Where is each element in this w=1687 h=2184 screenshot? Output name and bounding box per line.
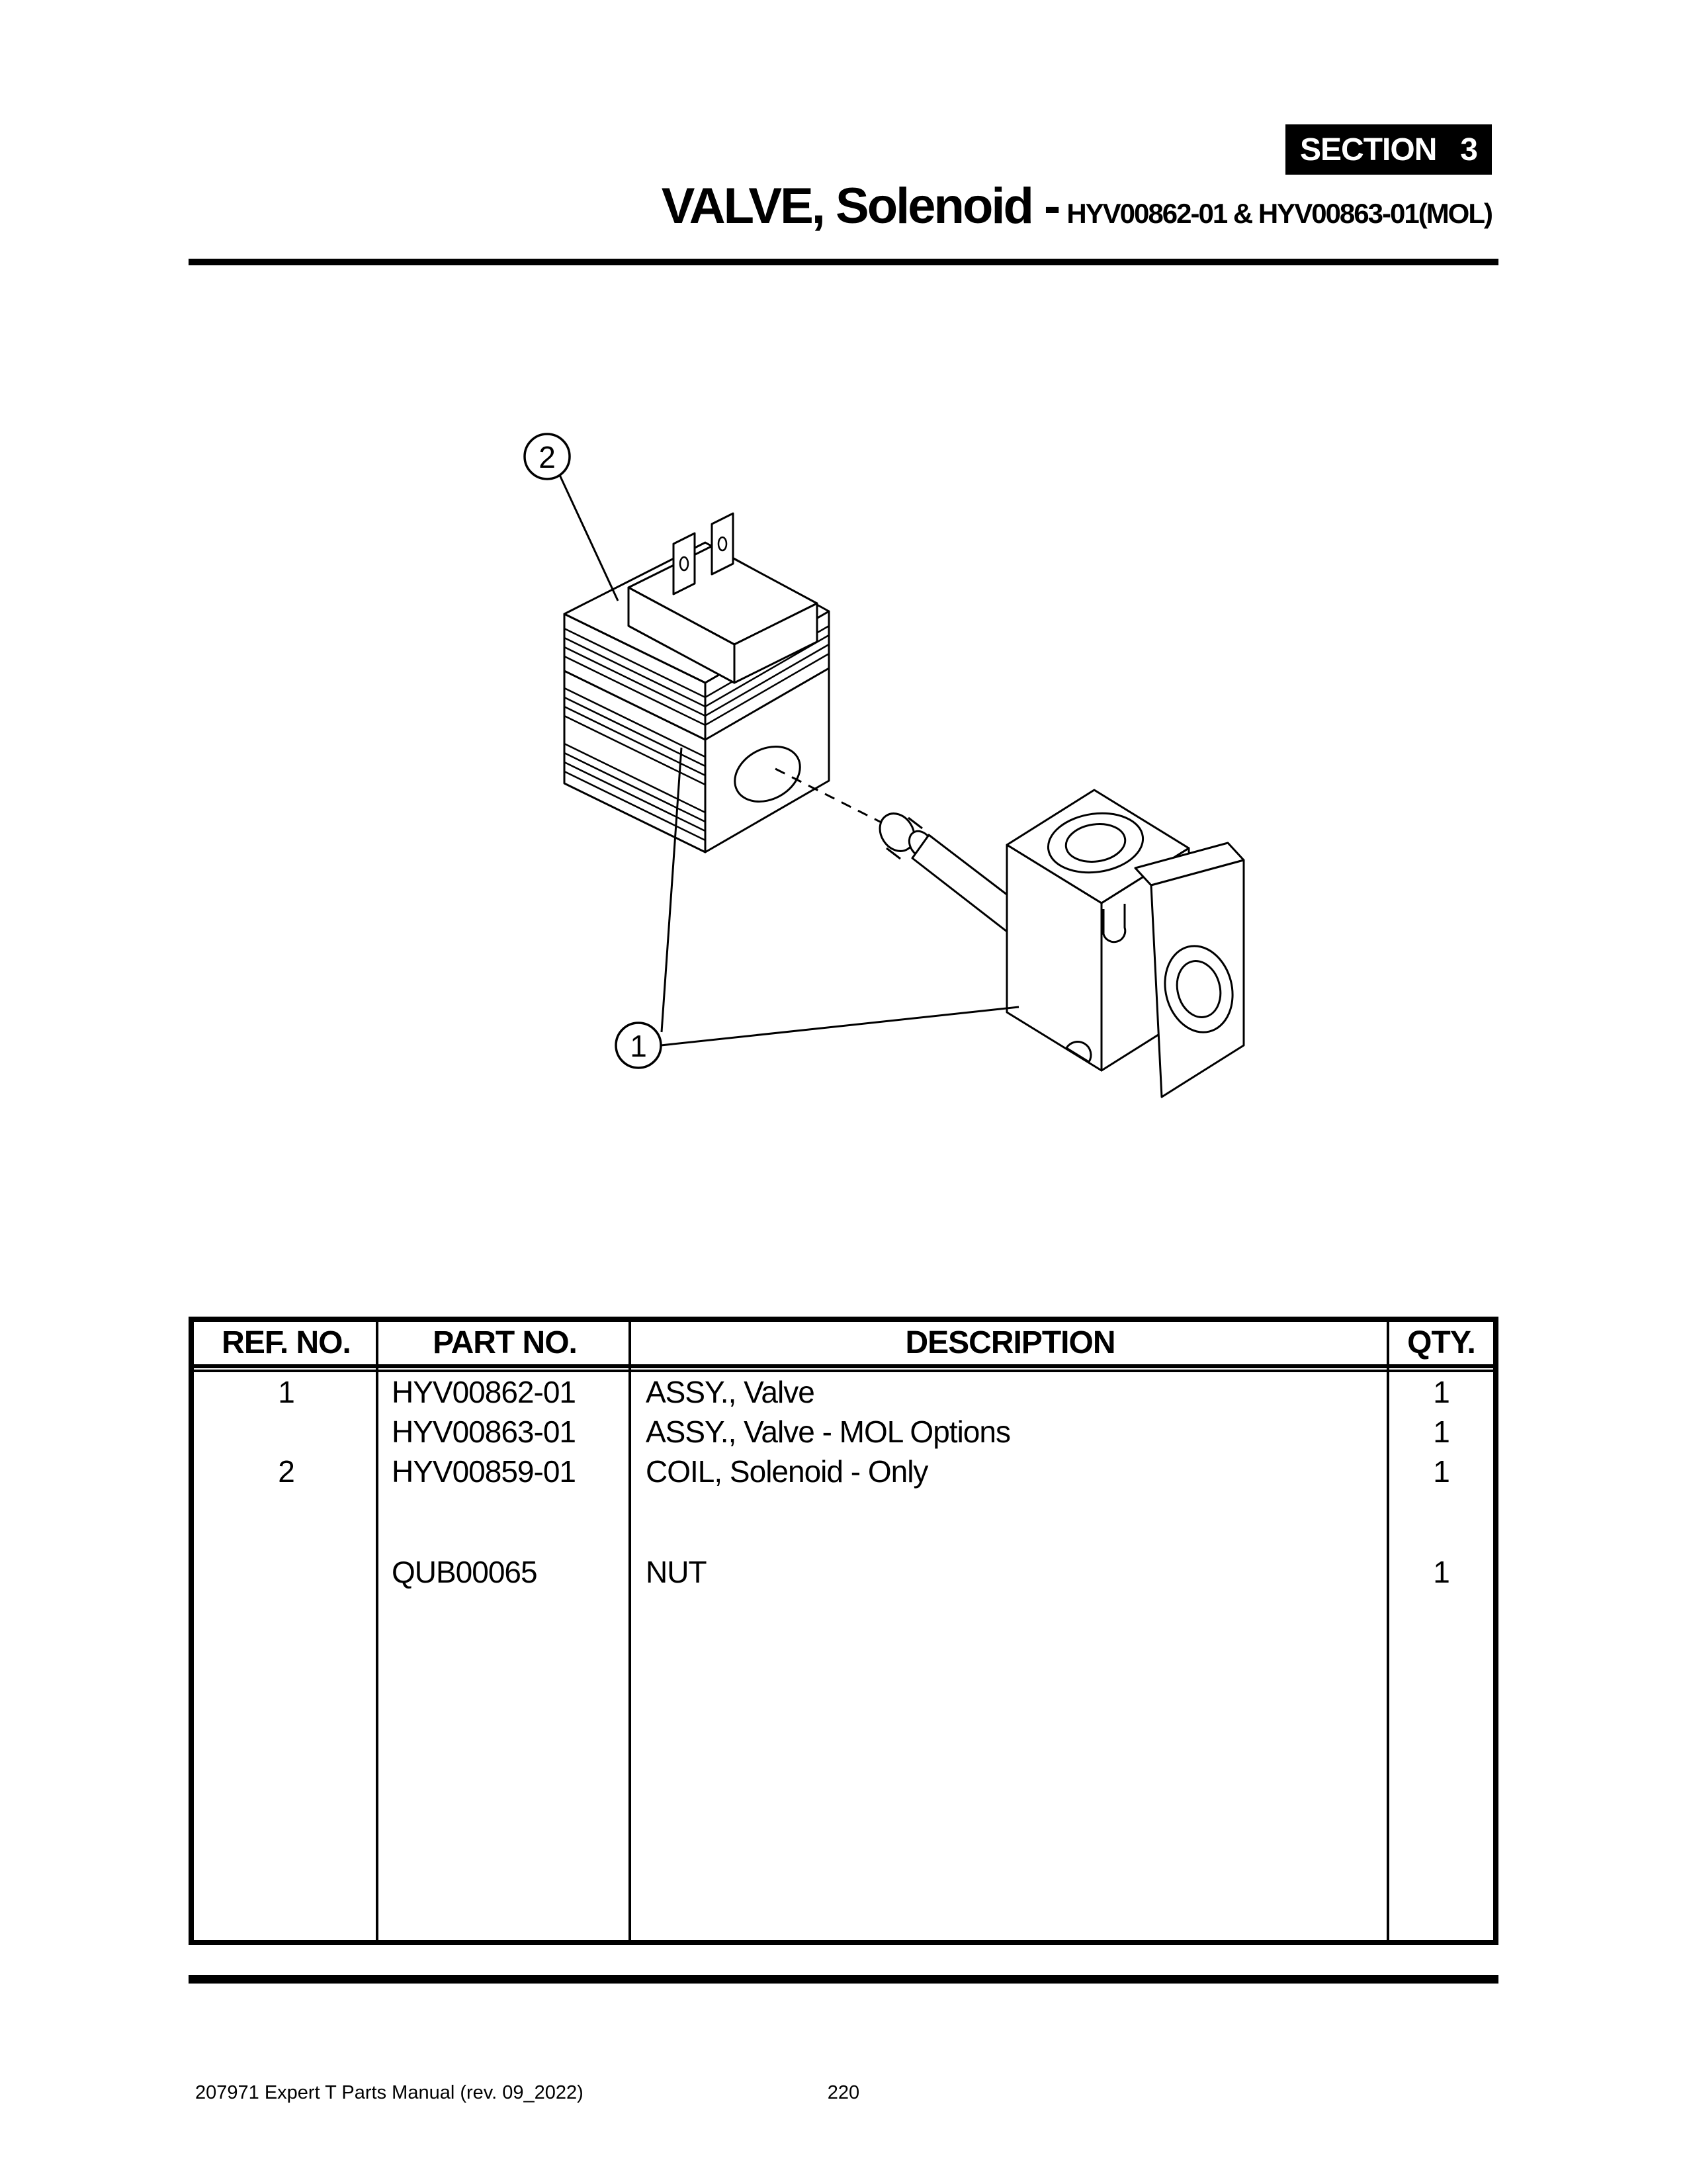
- valve-body-drawing: [1007, 790, 1244, 1097]
- callout-1-balloon: [616, 1023, 661, 1068]
- cell-qty: 1: [1433, 1415, 1449, 1449]
- cell-desc: ASSY., Valve - MOL Options: [646, 1415, 1010, 1449]
- cell-part: HYV00859-01: [392, 1454, 576, 1489]
- title-part-numbers: HYV00862-01 & HYV00863-01(MOL): [1066, 198, 1492, 229]
- bottom-rule: [189, 1975, 1498, 1984]
- header-description: DESCRIPTION: [905, 1325, 1115, 1360]
- cell-ref: 1: [278, 1375, 294, 1409]
- cell-qty: 1: [1433, 1454, 1449, 1489]
- footer-manual-info: 207971 Expert T Parts Manual (rev. 09_2022): [195, 2082, 584, 2103]
- header-part-no: PART NO.: [433, 1325, 577, 1360]
- title-main-text: VALVE, Solenoid -: [661, 178, 1059, 234]
- parts-table: [189, 1317, 1498, 1945]
- section-number: 3: [1460, 132, 1477, 167]
- cell-ref: 2: [278, 1454, 294, 1489]
- table-row: [194, 1452, 1493, 1491]
- cell-qty: 1: [1433, 1555, 1449, 1589]
- table-header-row: [194, 1322, 1493, 1364]
- cell-part: HYV00862-01: [392, 1375, 576, 1409]
- cell-desc: ASSY., Valve: [646, 1375, 814, 1409]
- table-row: [194, 1552, 1493, 1592]
- cell-part: QUB00065: [392, 1555, 537, 1589]
- table-row: [194, 1412, 1493, 1452]
- armature-stem-drawing: [775, 769, 1024, 932]
- cell-desc: NUT: [646, 1555, 707, 1589]
- cell-ref: [194, 1552, 378, 1592]
- callout-1-number: 1: [630, 1029, 647, 1063]
- header-qty: QTY.: [1407, 1325, 1475, 1360]
- cell-part: HYV00863-01: [392, 1415, 576, 1449]
- callout-2-balloon: [525, 434, 570, 479]
- table-row: [194, 1372, 1493, 1412]
- header-ref-no: REF. NO.: [222, 1325, 351, 1360]
- footer-page-number: 220: [827, 2082, 860, 2103]
- cell-desc: COIL, Solenoid - Only: [646, 1454, 928, 1489]
- table-body: [194, 1372, 1493, 1940]
- section-label: SECTION: [1300, 132, 1437, 167]
- header-double-rule: [194, 1364, 1493, 1372]
- cell-ref: [194, 1412, 378, 1452]
- callout-2-number: 2: [539, 440, 556, 474]
- cell-qty: 1: [1433, 1375, 1449, 1409]
